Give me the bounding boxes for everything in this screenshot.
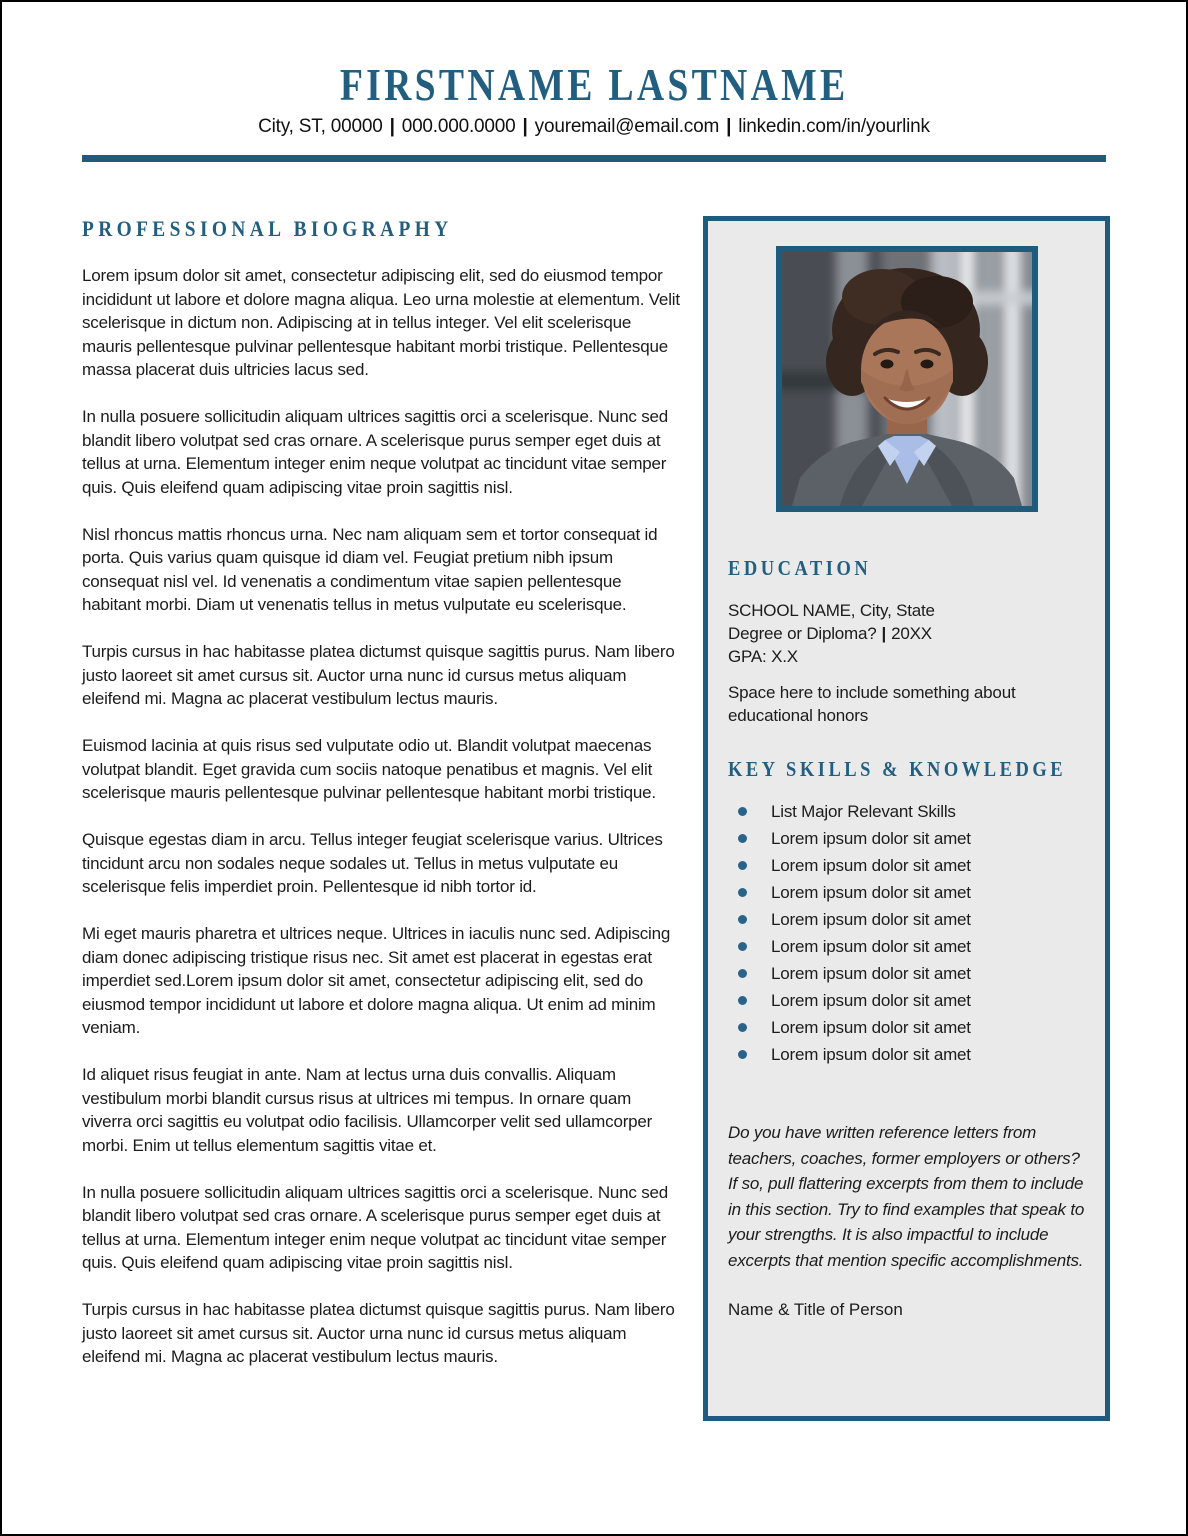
bio-paragraph: Lorem ipsum dolor sit amet, consectetur adipiscing elit, sed do eiusmod tempor incididunt ut labore et dolore magna aliqua. Leo urna molestie at elementum. Velit scelerisque in dictum non. Adipiscing at in tellus integer. Vel elit scelerisque mauris pellentesque pulvinar pellentesque habitant morbi tristique. Pellentesque massa placerat duis ultricies lacus sed. xyxy=(82,266,680,379)
biography-section xyxy=(82,216,682,1392)
education-details xyxy=(728,599,1085,668)
skill-label: Lorem ipsum dolor sit amet xyxy=(771,1045,971,1064)
pipe-separator: | xyxy=(726,116,732,137)
bullet-icon xyxy=(738,942,747,951)
bio-paragraph: In nulla posuere sollicitudin aliquam ultrices sagittis orci a scelerisque. Nunc sed blandit libero volutpat sed cras ornare. A scelerisque purus semper eget duis at tellus at urna. Elementum integer enim neque volutpat ac tincidunt vitae semper quis. Quis eleifend quam adipiscing vitae proin sagittis nisl. xyxy=(82,1182,669,1272)
contact-line xyxy=(2,116,1186,138)
bio-paragraph: Euismod lacinia at quis risus sed vulputate odio ut. Blandit volutpat maecenas volutpat blandit. Eget gravida cum sociis natoque penatibus et magnis. Vel elit scelerisque mauris pellentesque pulvinar pellentesque habitant morbi tristique. xyxy=(82,736,656,802)
bio-paragraph: Id aliquet risus feugiat in ante. Nam at lectus urna duis convallis. Aliquam vestibulum morbi blandit cursus risus at ultrices mi tempus. In ornare quam viverra orci sagittis eu volutpat odio facilisis. Ullamcorper velit sed ullamcorper morbi. Enim ut tellus elementum sagittis vitae et. xyxy=(82,1065,653,1155)
reference-signature: Name & Title of Person xyxy=(728,1300,903,1319)
pipe-separator: | xyxy=(522,116,528,137)
bio-paragraph: In nulla posuere sollicitudin aliquam ultrices sagittis orci a scelerisque. Nunc sed blandit libero volutpat sed cras ornare. A scelerisque purus semper eget duis at tellus at urna. Elementum integer enim neque volutpat ac tincidunt vitae semper quis. Quis eleifend quam adipiscing vitae proin sagittis nisl. xyxy=(82,407,669,497)
contact-email: youremail@email.com xyxy=(534,116,720,137)
bio-paragraph: Turpis cursus in hac habitasse platea dictumst quisque sagittis purus. Nam libero justo laoreet sit amet cursus sit. Auctor urna nunc id cursus metus aliquam eleifend mi. Magna ac placerat vestibulum lectus mauris. xyxy=(82,642,675,708)
bio-paragraph: Nisl rhoncus mattis rhoncus urna. Nec nam aliquam sem et tortor consequat id porta. Quis varius quam quisque id diam vel. Feugiat pretium nibh ipsum consequat nisl vel. Id venenatis a condimentum vitae sapien pellentesque habitant morbi. Diam ut venenatis tellus in metus vulputate eu scelerisque. xyxy=(82,524,658,614)
skill-label: List Major Relevant Skills xyxy=(771,802,956,821)
skill-label: Lorem ipsum dolor sit amet xyxy=(771,991,971,1010)
skill-item xyxy=(728,987,1085,1014)
skill-item xyxy=(728,1014,1085,1041)
skill-item xyxy=(728,825,1085,852)
education-heading: EDUCATION xyxy=(728,556,872,580)
education-honors-note: Space here to include something about educational honors xyxy=(728,683,1016,725)
contact-phone: 000.000.0000 xyxy=(401,116,516,137)
education-gpa-line: GPA: X.X xyxy=(728,647,798,666)
bullet-icon xyxy=(738,969,747,978)
reference-note: Do you have written reference letters from teachers, coaches, former employers or others? If so, pull flattering excerpts from them to include in this section. Try to find examples that speak to your strengths. It is also impactful to include excerpts that mention specific accomplishments. xyxy=(728,1123,1085,1270)
contact-location: City, ST, 00000 xyxy=(258,116,383,137)
bullet-icon xyxy=(738,1023,747,1032)
bio-paragraph: Turpis cursus in hac habitasse platea dictumst quisque sagittis purus. Nam libero justo laoreet sit amet cursus sit. Auctor urna nunc id cursus metus aliquam eleifend mi. Magna ac placerat vestibulum lectus mauris. xyxy=(82,1300,675,1366)
skill-item xyxy=(728,906,1085,933)
header-divider xyxy=(82,155,1106,162)
bio-paragraph: Mi eget mauris pharetra et ultrices neque. Ultrices in iaculis nunc sed. Adipiscing diam donec adipiscing tristique risus nec. Sit amet est placerat in egestas erat imperdiet sed.Lorem ipsum dolor sit amet, consectetur adipiscing elit, sed do eiusmod tempor incididunt ut labore et dolore magna aliqua. Ut enim ad minim veniam. xyxy=(82,924,671,1037)
skill-item xyxy=(728,960,1085,987)
bullet-icon xyxy=(738,915,747,924)
bullet-icon xyxy=(738,996,747,1005)
headshot-photo xyxy=(776,246,1038,512)
headshot-photo-illustration xyxy=(782,252,1032,506)
bullet-icon xyxy=(738,861,747,870)
resume-header xyxy=(2,2,1186,162)
skill-label: Lorem ipsum dolor sit amet xyxy=(771,964,971,983)
contact-linkedin: linkedin.com/in/yourlink xyxy=(738,116,930,137)
education-degree-text: Degree or Diploma? xyxy=(728,624,877,643)
bullet-icon xyxy=(738,1050,747,1059)
skill-label: Lorem ipsum dolor sit amet xyxy=(771,1018,971,1037)
page-title: FIRSTNAME LASTNAME xyxy=(339,59,849,110)
biography-heading: PROFESSIONAL BIOGRAPHY xyxy=(82,216,453,241)
skill-item xyxy=(728,1041,1085,1068)
skill-label: Lorem ipsum dolor sit amet xyxy=(771,910,971,929)
skill-item xyxy=(728,798,1085,825)
bullet-icon xyxy=(738,888,747,897)
sidebar-panel xyxy=(703,216,1110,1421)
education-degree-year: 20XX xyxy=(891,624,932,643)
content-columns xyxy=(2,216,1186,1421)
skill-label: Lorem ipsum dolor sit amet xyxy=(771,829,971,848)
skill-item xyxy=(728,852,1085,879)
skill-label: Lorem ipsum dolor sit amet xyxy=(771,856,971,875)
skills-list xyxy=(728,798,1085,1068)
skill-label: Lorem ipsum dolor sit amet xyxy=(771,937,971,956)
pipe-separator: | xyxy=(881,624,887,643)
skill-item xyxy=(728,933,1085,960)
bullet-icon xyxy=(738,834,747,843)
education-school-line: SCHOOL NAME, City, State xyxy=(728,601,935,620)
pipe-separator: | xyxy=(389,116,395,137)
skill-label: Lorem ipsum dolor sit amet xyxy=(771,883,971,902)
education-degree-line xyxy=(728,622,1085,645)
bullet-icon xyxy=(738,807,747,816)
skills-heading: KEY SKILLS & KNOWLEDGE xyxy=(728,757,1067,781)
bio-paragraph: Quisque egestas diam in arcu. Tellus integer feugiat scelerisque varius. Ultrices tincidunt arcu non sodales neque sodales ut. Tellus in metus vulputate eu scelerisque felis imperdiet proin. Pellentesque id nibh tortor id. xyxy=(82,830,663,896)
skill-item xyxy=(728,879,1085,906)
